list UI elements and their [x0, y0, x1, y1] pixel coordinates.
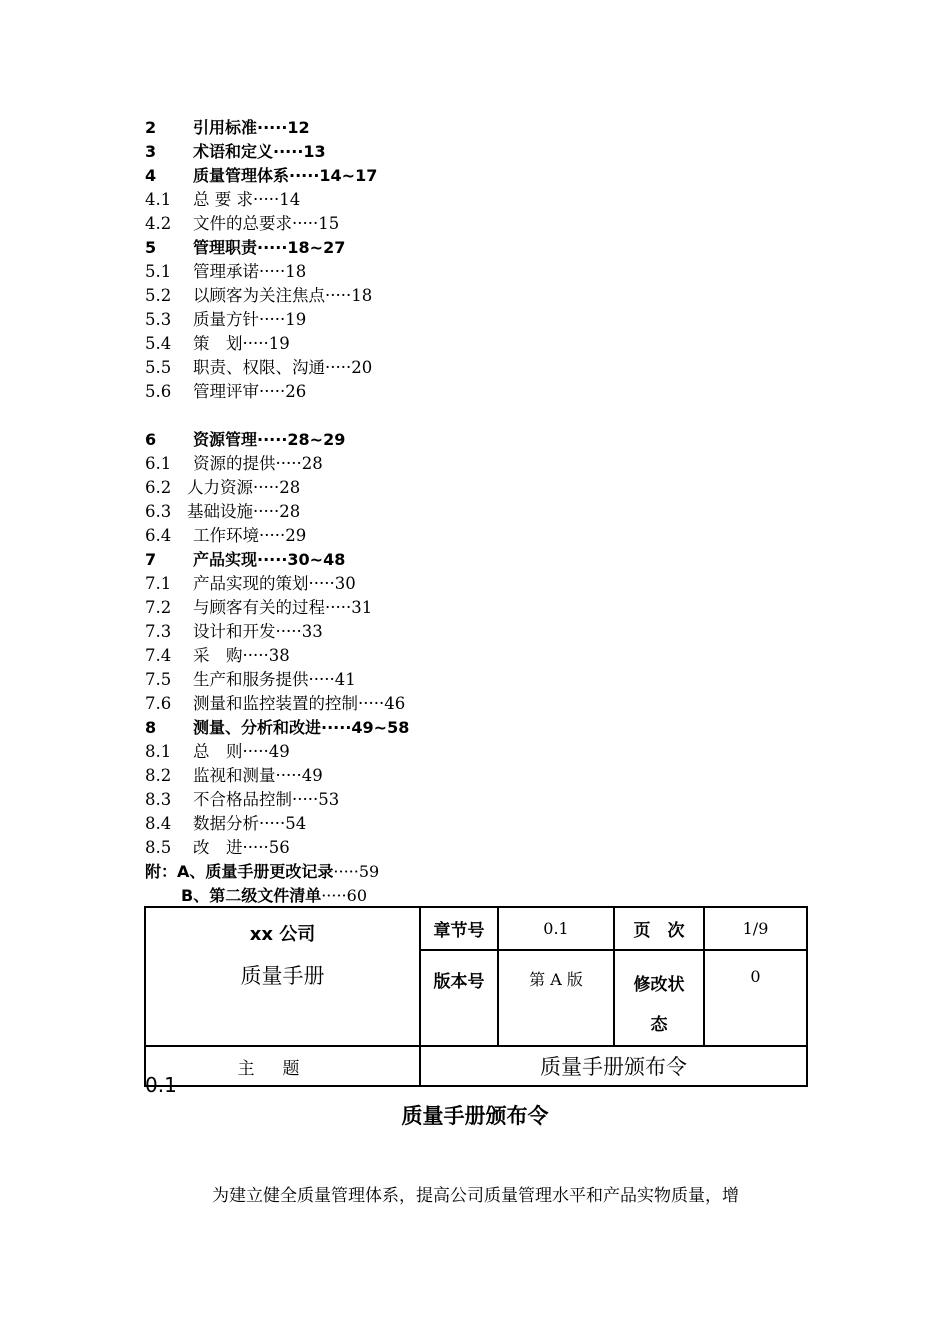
toc-title: 管理职责 — [193, 238, 258, 257]
section-heading: 质量手册颁布令 — [401, 1104, 549, 1128]
toc-number: 5.1 — [145, 262, 172, 281]
toc-leader-dots: ····· — [275, 622, 302, 641]
toc-number: 5.3 — [145, 310, 172, 329]
toc-leader-dots: ····· — [321, 718, 352, 737]
toc-title: 采 购 — [193, 646, 243, 665]
toc-entry — [145, 764, 805, 788]
toc-number: 5.2 — [145, 286, 172, 305]
toc-entry — [145, 572, 805, 596]
toc-title: 产品实现的策划 — [193, 574, 309, 593]
toc-number: 5.4 — [145, 334, 172, 353]
toc-leader-dots: ····· — [259, 814, 286, 833]
toc-title: 基础设施 — [187, 502, 253, 521]
toc-entry — [145, 236, 805, 260]
toc-number: 6.3 — [145, 502, 172, 521]
chapter-value: 0.1 — [498, 907, 614, 950]
toc-title: 监视和测量 — [193, 766, 276, 785]
toc-leader-dots: ····· — [292, 214, 319, 233]
toc-title: 管理评审 — [193, 382, 259, 401]
toc-entry — [145, 836, 805, 860]
toc-entry — [145, 692, 805, 716]
toc-number: 7.4 — [145, 646, 172, 665]
toc-leader-dots: ····· — [292, 790, 319, 809]
toc-page: 53 — [318, 790, 340, 809]
toc-leader-dots: ····· — [259, 382, 286, 401]
toc-page: 29 — [285, 526, 307, 545]
toc-number: 8.5 — [145, 838, 172, 857]
toc-title: 管理承诺 — [193, 262, 259, 281]
toc-entry — [145, 524, 805, 548]
toc-leader-dots: ····· — [273, 142, 304, 161]
toc-number: 7.1 — [145, 574, 172, 593]
revision-value: 0 — [704, 950, 807, 1046]
toc-page: 14 — [279, 190, 301, 209]
toc-page: 18 — [285, 262, 307, 281]
toc-title: 职责、权限、沟通 — [193, 358, 325, 377]
toc-number: 4.2 — [145, 214, 172, 233]
subject-label: 主题 — [145, 1046, 420, 1086]
toc-page: 56 — [268, 838, 290, 857]
toc-title: B、第二级文件清单 — [181, 886, 322, 905]
toc-number: 8.2 — [145, 766, 172, 785]
toc-leader-dots: ····· — [259, 310, 286, 329]
toc-page: 28 — [279, 478, 301, 497]
toc-entry — [145, 788, 805, 812]
toc-number: 7.2 — [145, 598, 172, 617]
toc-page: 18~27 — [287, 238, 346, 257]
toc-page: 59 — [358, 862, 380, 881]
toc-entry — [145, 284, 805, 308]
toc-page: 18 — [351, 286, 373, 305]
toc-number: 7.5 — [145, 670, 172, 689]
toc-number: 2 — [145, 118, 157, 137]
toc-title: 以顾客为关注焦点 — [193, 286, 325, 305]
toc-title: 引用标准 — [193, 118, 258, 137]
toc-leader-dots: ····· — [308, 670, 335, 689]
toc-number: 7.6 — [145, 694, 172, 713]
toc-page: 14~17 — [319, 166, 378, 185]
toc-page: 13 — [303, 142, 326, 161]
toc-page: 38 — [268, 646, 290, 665]
toc-page: 60 — [346, 886, 367, 905]
toc-page: 12 — [287, 118, 310, 137]
toc-number: 6.1 — [145, 454, 172, 473]
toc-leader-dots: ····· — [325, 358, 352, 377]
toc-entry — [145, 428, 805, 452]
toc-title: 质量管理体系 — [193, 166, 290, 185]
toc-leader-dots: ····· — [253, 190, 280, 209]
toc-page: 28~29 — [287, 430, 346, 449]
toc-leader-dots: ····· — [308, 574, 335, 593]
toc-page: 28 — [279, 502, 301, 521]
toc-page: 19 — [268, 334, 290, 353]
toc-page: 20 — [351, 358, 373, 377]
toc-number: 5 — [145, 238, 157, 257]
toc-leader-dots: ····· — [242, 838, 269, 857]
toc-number: 5.5 — [145, 358, 172, 377]
toc-leader-dots: ····· — [275, 766, 302, 785]
toc-entry — [145, 380, 805, 404]
document-header-table — [144, 906, 808, 1087]
company-name: xx 公司 — [249, 924, 316, 945]
toc-page: 31 — [351, 598, 373, 617]
toc-leader-dots: ····· — [325, 286, 352, 305]
toc-number: 8.3 — [145, 790, 172, 809]
version-value: 第 A 版 — [498, 950, 614, 1046]
toc-title: 总 要 求 — [193, 190, 253, 209]
toc-leader-dots: ····· — [257, 430, 288, 449]
toc-leader-dots: ····· — [242, 646, 269, 665]
revision-label-line1: 修改状 — [633, 975, 685, 995]
toc-leader-dots: ····· — [358, 694, 385, 713]
toc-leader-dots: ····· — [253, 478, 280, 497]
toc-entry — [145, 212, 805, 236]
version-label: 版本号 — [420, 950, 498, 1046]
toc-page: 30 — [334, 574, 356, 593]
toc-leader-dots: ····· — [242, 742, 269, 761]
toc-title: 生产和服务提供 — [193, 670, 309, 689]
toc-leader-dots: ····· — [257, 238, 288, 257]
chapter-label: 章节号 — [420, 907, 498, 950]
toc-entry — [145, 452, 805, 476]
toc-entry — [145, 476, 805, 500]
toc-title: 文件的总要求 — [193, 214, 292, 233]
toc-entry — [145, 596, 805, 620]
toc-entry — [145, 716, 805, 740]
toc-title: 人力资源 — [187, 478, 253, 497]
revision-label — [614, 950, 704, 1046]
revision-label-line2: 态 — [650, 1015, 668, 1035]
toc-leader-dots: ····· — [242, 334, 269, 353]
toc-entry — [145, 740, 805, 764]
toc-leader-dots: ····· — [257, 118, 288, 137]
toc-title: 附：A、质量手册更改记录 — [145, 862, 334, 881]
toc-leader-dots: ····· — [259, 526, 286, 545]
toc-number: 8.1 — [145, 742, 172, 761]
toc-leader-dots: ····· — [253, 502, 280, 521]
toc-title: 资源管理 — [193, 430, 258, 449]
toc-page: 54 — [285, 814, 307, 833]
toc-entry — [145, 548, 805, 572]
toc-number: 7.3 — [145, 622, 172, 641]
toc-leader-dots: ····· — [257, 550, 288, 569]
toc-page: 30~48 — [287, 550, 346, 569]
toc-number: 8.4 — [145, 814, 172, 833]
manual-title: 质量手册 — [240, 964, 325, 988]
toc-number: 4 — [145, 166, 157, 185]
toc-entry — [145, 644, 805, 668]
toc-number: 7 — [145, 550, 157, 569]
toc-entry — [145, 620, 805, 644]
toc-title: 工作环境 — [193, 526, 259, 545]
toc-entry — [145, 356, 805, 380]
toc-page: 19 — [285, 310, 307, 329]
toc-title: 术语和定义 — [193, 142, 274, 161]
toc-entry — [145, 812, 805, 836]
toc-page: 33 — [301, 622, 323, 641]
toc-number: 4.1 — [145, 190, 172, 209]
toc-title: 数据分析 — [193, 814, 259, 833]
toc-title: 不合格品控制 — [193, 790, 292, 809]
toc-page: 49~58 — [351, 718, 410, 737]
table-of-contents — [145, 116, 805, 908]
toc-title: 测量和监控装置的控制 — [193, 694, 358, 713]
toc-leader-dots: ····· — [333, 862, 359, 881]
subject-value: 质量手册颁布令 — [420, 1046, 807, 1086]
toc-page: 46 — [384, 694, 406, 713]
toc-title: 质量方针 — [193, 310, 259, 329]
toc-number: 6.2 — [145, 478, 172, 497]
page-value: 1/9 — [704, 907, 807, 950]
toc-title: 改 进 — [193, 838, 243, 857]
toc-page: 15 — [318, 214, 340, 233]
toc-page: 26 — [285, 382, 307, 401]
toc-number: 8 — [145, 718, 157, 737]
toc-title: 产品实现 — [193, 550, 258, 569]
toc-entry — [145, 188, 805, 212]
toc-leader-dots: ····· — [275, 454, 302, 473]
toc-page: 41 — [334, 670, 356, 689]
toc-appendix-entry — [145, 884, 805, 908]
toc-page: 28 — [301, 454, 323, 473]
company-cell — [145, 907, 420, 1046]
toc-entry — [145, 668, 805, 692]
toc-title: 与顾客有关的过程 — [193, 598, 325, 617]
toc-entry — [145, 116, 805, 140]
toc-entry — [145, 260, 805, 284]
toc-leader-dots: ····· — [321, 886, 347, 905]
toc-title: 策 划 — [193, 334, 243, 353]
toc-entry — [145, 500, 805, 524]
toc-title: 设计和开发 — [193, 622, 276, 641]
toc-leader-dots: ····· — [325, 598, 352, 617]
toc-appendix-entry — [145, 860, 805, 884]
toc-number: 3 — [145, 142, 157, 161]
toc-title: 资源的提供 — [193, 454, 276, 473]
toc-page: 49 — [301, 766, 323, 785]
toc-number: 5.6 — [145, 382, 172, 401]
toc-number: 6 — [145, 430, 157, 449]
toc-entry — [145, 140, 805, 164]
toc-entry — [145, 332, 805, 356]
toc-entry — [145, 308, 805, 332]
page-label: 页 次 — [614, 907, 704, 950]
toc-entry — [145, 164, 805, 188]
toc-title: 测量、分析和改进 — [193, 718, 322, 737]
toc-number: 6.4 — [145, 526, 172, 545]
body-paragraph: 为建立健全质量管理体系，提高公司质量管理水平和产品实物质量，增 — [212, 1186, 739, 1206]
toc-page: 49 — [268, 742, 290, 761]
toc-title: 总 则 — [193, 742, 243, 761]
section-number: 0.1 — [145, 1073, 177, 1097]
toc-leader-dots: ····· — [259, 262, 286, 281]
toc-leader-dots: ····· — [289, 166, 320, 185]
